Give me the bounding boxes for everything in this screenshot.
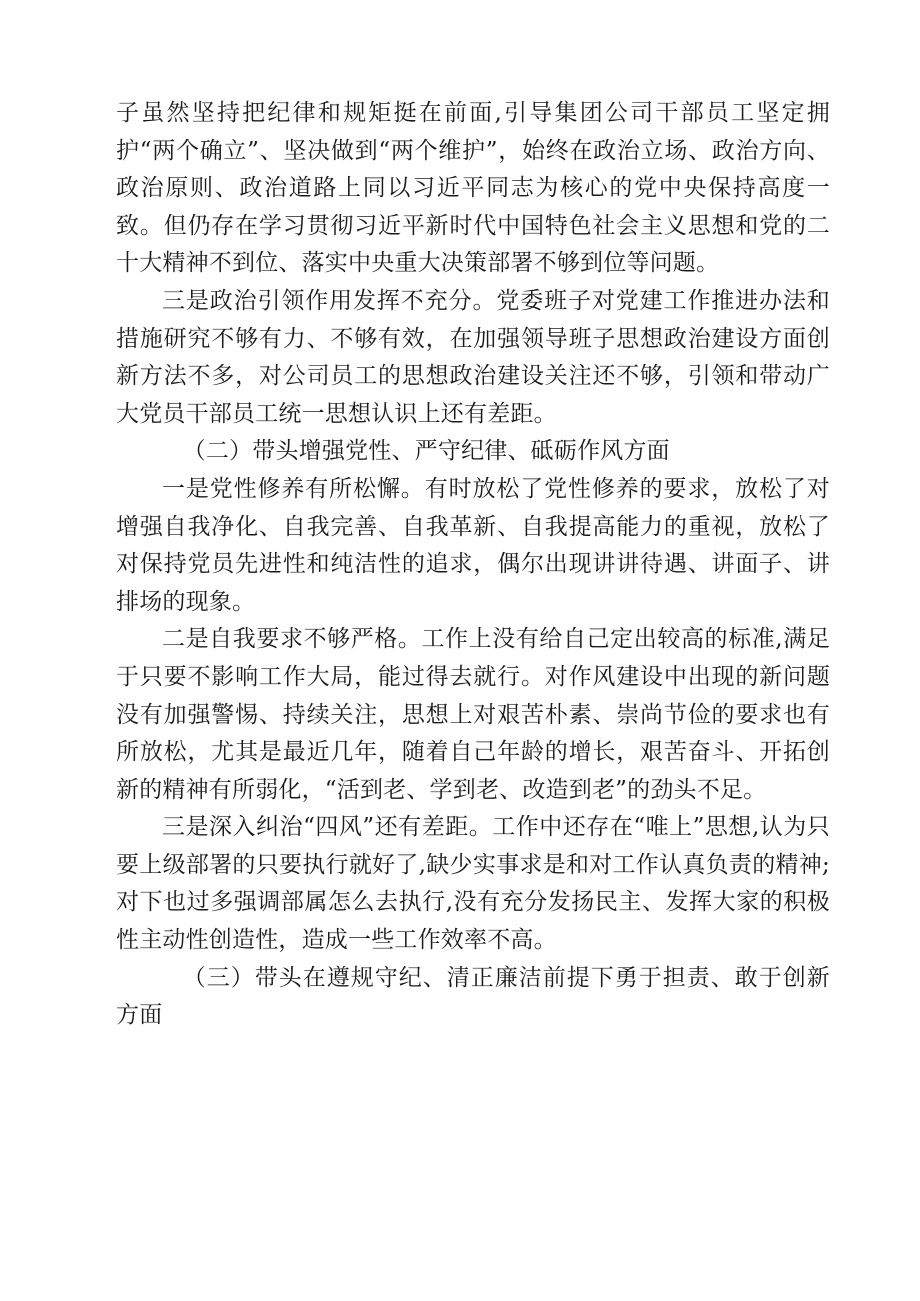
paragraph-self-discipline: 二是自我要求不够严格。工作上没有给自己定出较高的标准,满足于只要不影响工作大局，能过得去就行。对作风建设中出现的新问题没有加强警惕、持续关注，思想上对艰苦朴素、崇尚节俭的要求也有所放松，尤其是最近几年，随着自己年龄的增长，艰苦奋斗、开拓创新的精神有所弱化，“活到老、学到老、改造到老”的劲头不足。 [116,626,830,803]
paragraph-continuation: 子虽然坚持把纪律和规矩挺在前面,引导集团公司干部员工坚定拥护“两个确立”、坚决做到“两个维护”，始终在政治立场、政治方向、政治原则、政治道路上同以习近平同志为核心的党中央保持高度一致。但仍存在学习贯彻习近平新时代中国特色社会主义思想和党的二十大精神不到位、落实中央重大决策部署不够到位等问题。 [116,100,830,277]
section-heading-3: （三）带头在遵规守纪、清正廉洁前提下勇于担责、敢于创新方面 [116,964,830,1029]
document-page [116,95,830,1035]
paragraph-party-spirit: 一是党性修养有所松懈。有时放松了党性修养的要求，放松了对增强自我净化、自我完善、自我革新、自我提高能力的重视，放松了对保持党员先进性和纯洁性的追求，偶尔出现讲讲待遇、讲面子、讲排场的现象。 [116,475,830,615]
paragraph-four-winds: 三是深入纠治“四风”还有差距。工作中还存在“唯上”思想,认为只要上级部署的只要执行就好了,缺少实事求是和对工作认真负责的精神;对下也过多强调部属怎么去执行,没有充分发扬民主、发挥大家的积极性主动性创造性，造成一些工作效率不高。 [116,814,830,954]
paragraph-political-leadership: 三是政治引领作用发挥不充分。党委班子对党建工作推进办法和措施研究不够有力、不够有效，在加强领导班子思想政治建设方面创新方法不多，对公司员工的思想政治建设关注还不够，引领和带动广大党员干部员工统一思想认识上还有差距。 [116,287,830,427]
section-heading-2: （二）带头增强党性、严守纪律、砥砺作风方面 [182,438,670,465]
